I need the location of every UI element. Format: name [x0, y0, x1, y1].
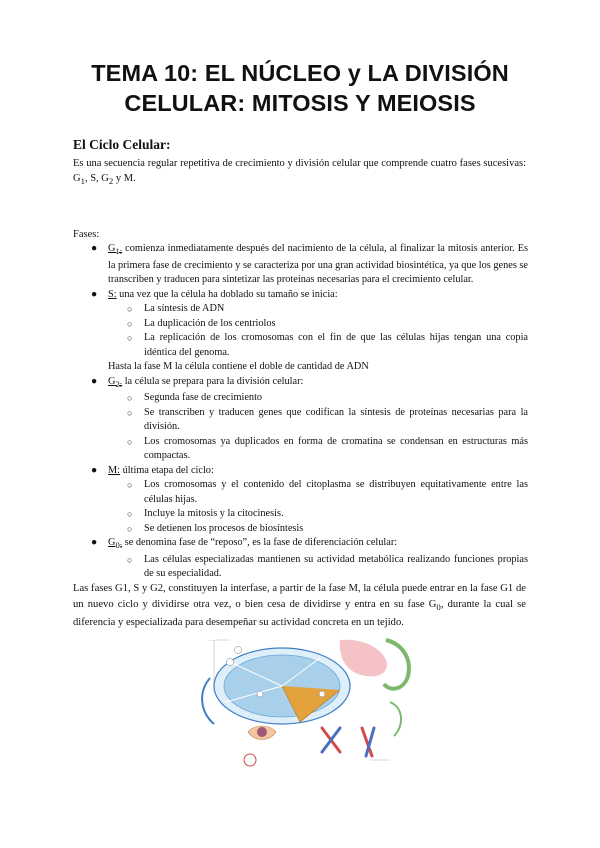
- dna-note: Hasta la fase M la célula contiene el doble de cantidad de ADN: [108, 361, 369, 373]
- phase-name: $G_{1:}$: [108, 243, 123, 257]
- list-item: ○ Se detienen los procesos de biosíntesis: [108, 522, 528, 537]
- phase-s: [73, 288, 528, 361]
- list-item: ○ La replicación de los cromosomas con el fin de que las células hijas tengan una copia idéntica del genoma.: [127, 332, 528, 358]
- organelle-shape: [340, 640, 387, 677]
- phase-name: $G_{2:}$: [108, 375, 123, 389]
- bullet-icon: ●: [91, 243, 98, 254]
- intro-paragraph: Es una secuencia regular repetitiva de crecimiento y división celular que comprende cuatro fases sucesivas: $G_1$, S, $G_2$ y M.: [73, 158, 526, 187]
- title-line-2: CELULAR: MITOSIS Y MEIOSIS: [124, 90, 476, 116]
- phase-g0: [73, 536, 528, 582]
- phase-g2: [73, 375, 528, 464]
- phase-name: $G_{0:}$: [108, 537, 123, 551]
- list-item: ○ La duplicación de los centriolos: [108, 317, 528, 332]
- arrow-shape: [202, 678, 214, 724]
- page-title: [40, 58, 560, 118]
- green-arrow-shape: [384, 640, 409, 689]
- circle-bullet-icon: ○: [127, 523, 133, 534]
- list-item: ○ Los cromosomas ya duplicados en forma de cromatina se condensan en estructuras más compactas.: [127, 435, 528, 462]
- list-item: ○ Los cromosomas y el contenido del citoplasma se distribuyen equitativamente entre las células hijas.: [127, 479, 528, 505]
- circle-bullet-icon: ○: [127, 333, 133, 344]
- list-item: ○ Se transcriben y traducen genes que codifican la síntesis de proteínas necesarias para la división.: [127, 406, 528, 433]
- circle-bullet-icon: ○: [127, 304, 133, 315]
- bullet-icon: ●: [91, 464, 98, 476]
- bullet-icon: ●: [91, 288, 98, 300]
- fases-label: Fases:: [73, 229, 100, 240]
- bullet-icon: ●: [91, 537, 98, 549]
- list-item: ○ La síntesis de ADN: [108, 302, 528, 317]
- cell-cycle-diagram-icon: [190, 632, 420, 772]
- circle-bullet-icon: ○: [127, 436, 133, 447]
- circle-bullet-icon: ○: [127, 318, 133, 329]
- phase-name: M:: [108, 464, 121, 476]
- circle-bullet-icon: ○: [127, 509, 133, 520]
- circle-bullet-icon: ○: [127, 393, 133, 404]
- title-line-1: TEMA 10: EL NÚCLEO y LA DIVISIÓN: [91, 60, 509, 86]
- cell-cycle-figure: [190, 632, 420, 772]
- bullet-icon: ●: [91, 375, 98, 387]
- list-item: ○ Las células especializadas mantienen su actividad metabólica realizando funciones propias de su especialidad.: [127, 553, 528, 580]
- chromosome-shapes: [322, 728, 374, 756]
- circle-bullet-icon: ○: [127, 480, 133, 491]
- diagram-label: [192, 635, 216, 640]
- circle-bullet-icon: ○: [127, 407, 133, 418]
- list-item: ○ Segunda fase de crecimiento: [108, 391, 528, 406]
- closing-paragraph: Las fases G1, S y G2, constituyen la interfase, a partir de la fase M, la célula puede entrar en la fase G1 de un nuevo ciclo y dividirse otra vez, o bien cesa de dividirse y entra en su fase $G_0$, durante la cual se diferencia y especializada para desempeñar su actividad concreta en un tejido.: [73, 583, 526, 629]
- phase-text: comienza inmediatamente después del nacimiento de la célula, al finalizar la mitosis anterior. Es la primera fase de crecimiento y se caracteriza por una gran actividad biosintética, ya que los genes se transcriben y traducen para sintetizar las proteínas necesarias para el crecimiento celular.: [108, 243, 528, 286]
- phase-text: se denomina fase de “reposo”, es la fase de diferenciación celular:: [122, 537, 398, 549]
- phase-text: la célula se prepara para la división celular:: [122, 375, 304, 387]
- phase-name: S:: [108, 288, 117, 300]
- phase-text: última etapa del ciclo:: [120, 464, 214, 476]
- list-item: ○ Incluye la mitosis y la citocinesis.: [108, 507, 528, 522]
- section-heading: El Ciclo Celular:: [73, 137, 171, 152]
- phase-text: una vez que la célula ha doblado su tamaño se inicia:: [116, 288, 338, 300]
- circle-bullet-icon: ○: [127, 554, 133, 565]
- phase-g1: [73, 242, 528, 288]
- phase-list: [73, 242, 528, 582]
- phase-m: [73, 464, 528, 537]
